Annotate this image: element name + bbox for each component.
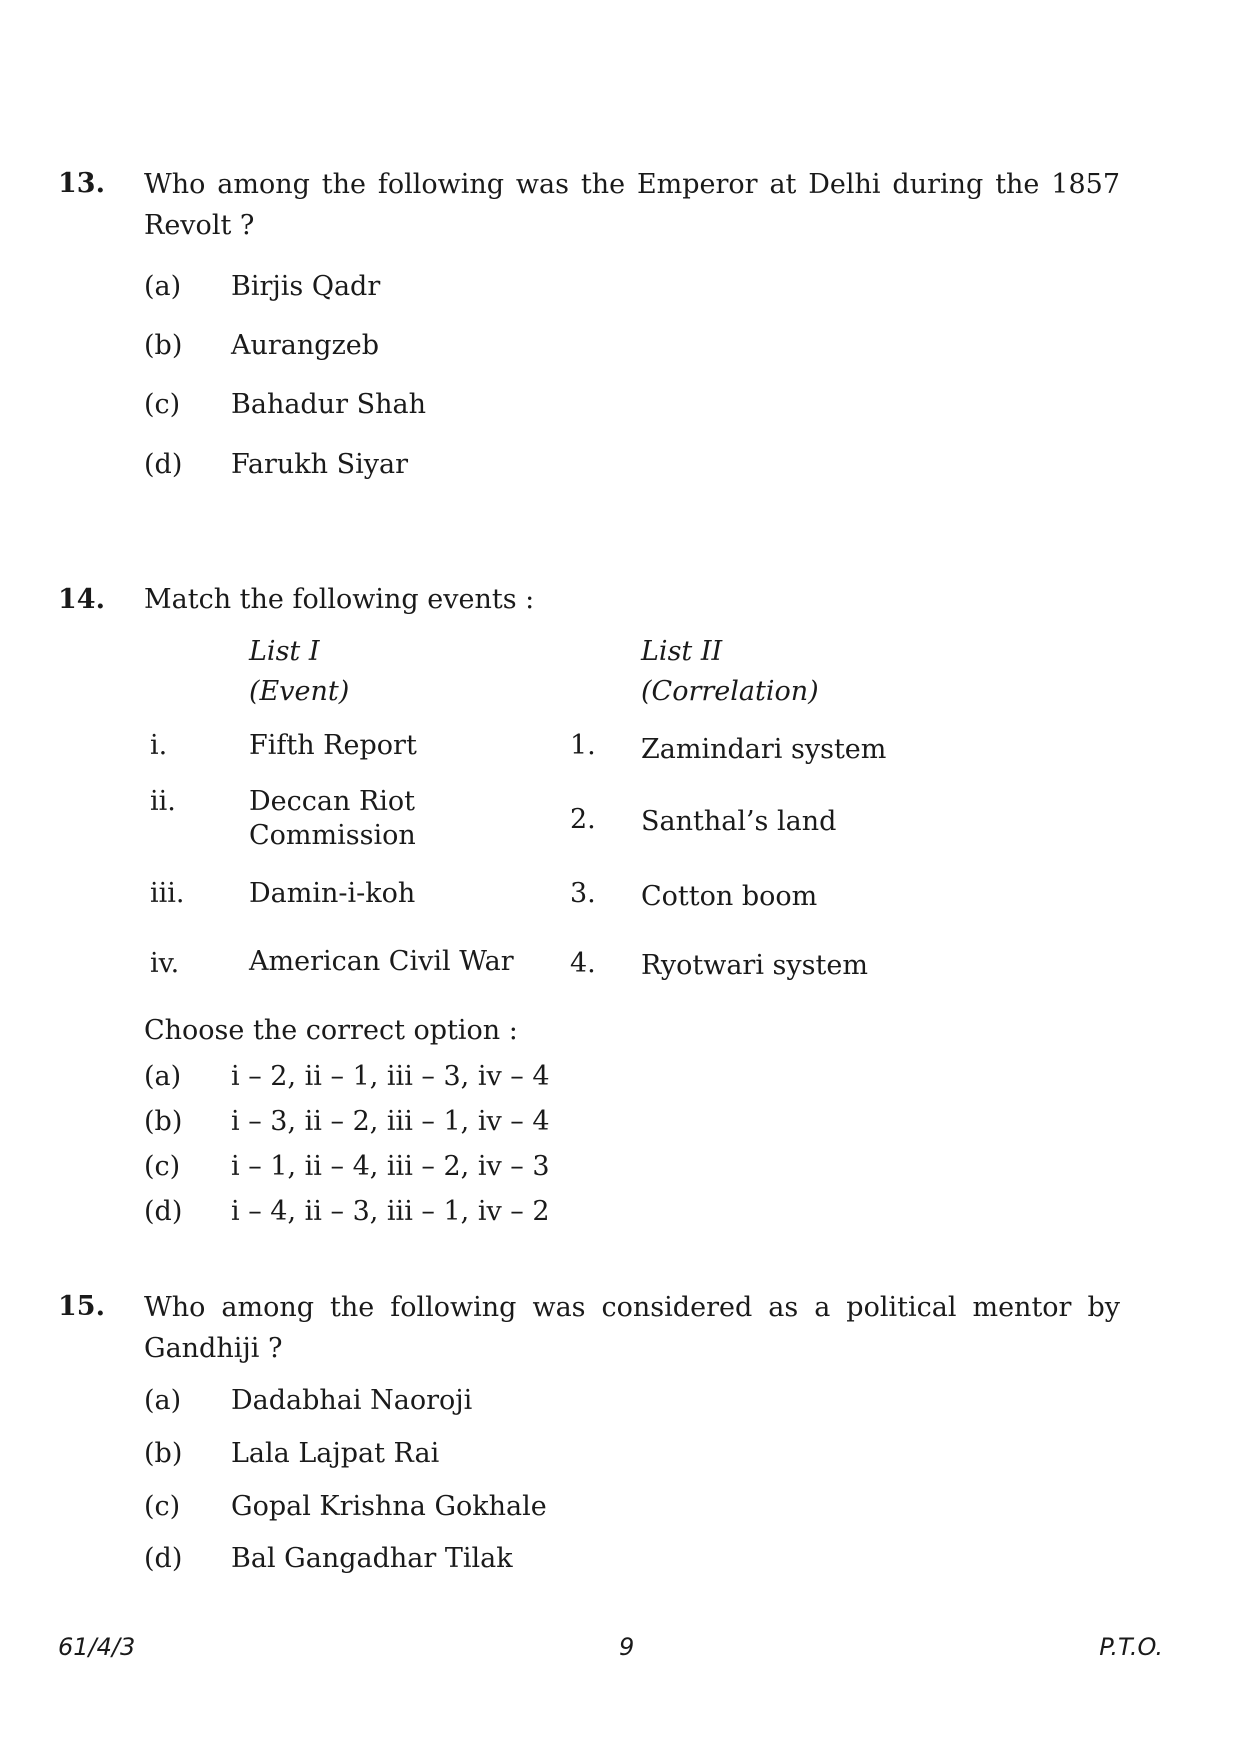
q15-option-c-letter: (c)	[144, 1491, 181, 1522]
match-row-2-correlation: Santhal’s land	[641, 806, 837, 837]
q14-option-d-text: i – 4, ii – 3, iii – 1, iv – 2	[231, 1196, 550, 1227]
q13-option-d-text: Farukh Siyar	[231, 449, 409, 480]
match-row-2-number: 2.	[570, 804, 596, 835]
q13-option-c-letter: (c)	[144, 389, 181, 420]
match-row-1-number: 1.	[570, 730, 596, 761]
q14-option-b-letter: (b)	[144, 1106, 183, 1137]
match-row-2-event-line1: Deccan Riot	[249, 786, 416, 817]
footer-paper-code: 61/4/3	[58, 1633, 136, 1661]
q13-stem-line1: Who among the following was the Emperor at Delhi during the 1857	[144, 169, 1120, 200]
q13-option-b-letter: (b)	[144, 330, 183, 361]
list1-subheading: (Event)	[249, 676, 350, 707]
q14-option-a-letter: (a)	[144, 1061, 182, 1092]
q13-number: 13.	[58, 168, 105, 199]
q15-option-c-text: Gopal Krishna Gokhale	[231, 1491, 547, 1522]
q15-option-b-letter: (b)	[144, 1438, 183, 1469]
q14-option-b-text: i – 3, ii – 2, iii – 1, iv – 4	[231, 1106, 550, 1137]
match-row-4-number: 4.	[570, 948, 596, 979]
q14-option-a-text: i – 2, ii – 1, iii – 3, iv – 4	[231, 1061, 550, 1092]
match-row-1-event: Fifth Report	[249, 730, 417, 761]
match-row-2-event-line2: Commission	[249, 820, 416, 851]
q14-number: 14.	[58, 584, 105, 615]
q15-option-d-letter: (d)	[144, 1543, 183, 1574]
q15-option-b-text: Lala Lajpat Rai	[231, 1438, 440, 1469]
match-row-1-correlation: Zamindari system	[641, 734, 887, 765]
match-row-3-roman: iii.	[150, 878, 185, 909]
match-row-3-event: Damin-i-koh	[249, 878, 416, 909]
list1-heading: List I	[249, 636, 320, 667]
q13-option-a-letter: (a)	[144, 271, 182, 302]
q13-option-d-letter: (d)	[144, 449, 183, 480]
footer-pto: P.T.O.	[1099, 1633, 1163, 1661]
match-row-2-roman: ii.	[150, 786, 176, 817]
q14-option-c-letter: (c)	[144, 1151, 181, 1182]
match-row-4-roman: iv.	[150, 948, 180, 979]
q14-stem: Match the following events :	[144, 584, 535, 615]
q15-stem-line1: Who among the following was considered as a political mentor by	[144, 1292, 1120, 1323]
q14-choose-prompt: Choose the correct option :	[144, 1015, 518, 1046]
footer-page-number: 9	[619, 1633, 635, 1661]
q13-option-b-text: Aurangzeb	[231, 330, 380, 361]
q15-number: 15.	[58, 1291, 105, 1322]
q15-option-a-text: Dadabhai Naoroji	[231, 1385, 473, 1416]
match-row-4-correlation: Ryotwari system	[641, 950, 868, 981]
q13-option-a-text: Birjis Qadr	[231, 271, 381, 302]
q14-option-c-text: i – 1, ii – 4, iii – 2, iv – 3	[231, 1151, 550, 1182]
q15-stem-line2: Gandhiji ?	[144, 1333, 283, 1364]
q15-option-a-letter: (a)	[144, 1385, 182, 1416]
q15-option-d-text: Bal Gangadhar Tilak	[231, 1543, 513, 1574]
match-row-3-correlation: Cotton boom	[641, 881, 818, 912]
list2-subheading: (Correlation)	[641, 676, 819, 707]
match-row-1-roman: i.	[150, 730, 168, 761]
q13-option-c-text: Bahadur Shah	[231, 389, 426, 420]
q14-option-d-letter: (d)	[144, 1196, 183, 1227]
q13-stem-line2: Revolt ?	[144, 210, 255, 241]
match-row-4-event: American Civil War	[249, 946, 514, 977]
match-row-3-number: 3.	[570, 878, 596, 909]
list2-heading: List II	[641, 636, 723, 667]
